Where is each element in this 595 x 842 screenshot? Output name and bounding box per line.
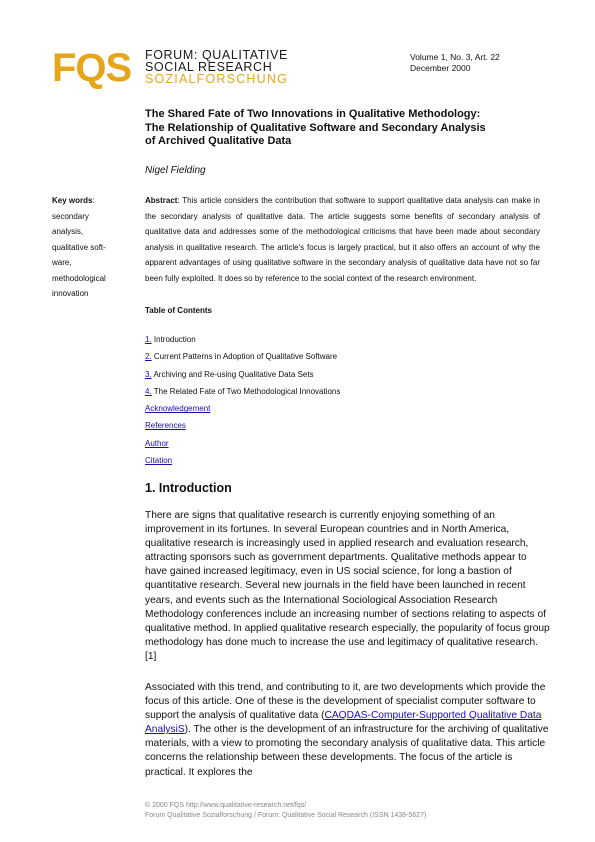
toc-item-introduction xyxy=(145,334,525,351)
abstract-label: Abstract xyxy=(145,196,178,205)
toc-link-references[interactable]: References xyxy=(145,421,186,431)
toc-link-citation[interactable]: Citation xyxy=(145,456,173,466)
page-footer xyxy=(145,801,426,821)
keyword-line: ware, xyxy=(52,258,72,267)
toc-item-related-fate xyxy=(145,386,525,403)
abstract-text: : This article considers the contribution that software to support qualitative data analysis can make in the secondary analysis of qualitative data. The article suggests some benefits of secondary analysis of qualitative data and addresses some of the methodological criticisms that have been made about secondary analysis in qualitative research. The article's focus is largely practical, but it also offers an account of why the apparent advantages of using qualitative software in the secondary analysis of qualitative data have not so far been fully exploited. It does so by reference to the social context of the research environment. xyxy=(145,196,540,283)
keywords-colon: : xyxy=(92,196,95,205)
abstract xyxy=(145,193,540,286)
issue-info xyxy=(410,52,500,74)
footer-copyright: © 2000 FQS http://www.qualitative-research.net/fqs/ xyxy=(145,802,307,809)
section-heading: 1. Introduction xyxy=(145,481,232,495)
volume-label: Volume 1, No. 3, Art. 22 xyxy=(410,52,500,62)
footer-journal: Forum Qualitative Sozialforschung / Forum: Qualitative Social Research (ISSN 1438-5627) xyxy=(145,812,427,819)
title-line: of Archived Qualitative Data xyxy=(145,135,292,147)
toc-label: Archiving and Re-using Qualitative Data Sets xyxy=(151,369,314,379)
paragraph-1: There are signs that qualitative research is currently enjoying something of an improvement in its fortunes. In several European countries and in North America, qualitative research is increasingly used in applied research and evaluation research, attracting sponsors such as government departments. Qualitative methods appear to have gained increased legitimacy, even in US social science, for long a bastion of quantitative research. Several new journals in the field have been launched in recent years, and events such as the International Sociological Association Research Methodology conferences include an increasing number of sections relating to aspects of qualitative method. In applied qualitative research especially, the popularity of focus group methodology has done much to increase the use and legitimacy of qualitative research. [1] xyxy=(145,510,550,662)
toc-link-1[interactable]: 1. xyxy=(145,335,152,344)
toc-label: The Related Fate of Two Methodological Innovations xyxy=(151,386,341,396)
toc-item-current-patterns xyxy=(145,351,525,368)
paragraph-text: Associated with this trend, and contributing to it, are two developments which provide the focus of this article. One of these is the development of specialist computer software to support the analysis of qualitative data ( xyxy=(145,682,546,722)
fqs-logo: FQS xyxy=(52,46,132,90)
toc-label: Current Patterns in Adoption of Qualitative Software xyxy=(151,352,338,362)
title-line: The Shared Fate of Two Innovations in Qualitative Methodology: xyxy=(145,108,481,120)
toc-link-2[interactable]: 2. xyxy=(145,352,152,362)
paragraph-2 xyxy=(145,681,550,780)
toc-link-4[interactable]: 4. xyxy=(145,386,152,396)
issue-date: December 2000 xyxy=(410,63,471,73)
keyword-line: analysis, xyxy=(52,227,84,236)
paragraph-text: ). The other is the development of an infrastructure for the archiving of qualitative materials, with a view to promoting the secondary analysis of qualitative data. This article concerns the relationship between these developments. The focus of the article is practical. It explores the xyxy=(145,724,549,778)
journal-name-line2: SOCIAL RESEARCH xyxy=(145,60,273,74)
toc-link-acknowledgement[interactable]: Acknowledgement xyxy=(145,404,211,414)
toc-link-3[interactable]: 3. xyxy=(145,369,152,379)
keyword-line: qualitative soft- xyxy=(52,242,106,252)
article-author: Nigel Fielding xyxy=(145,165,206,176)
title-line: The Relationship of Qualitative Software and Secondary Analysis xyxy=(145,121,486,134)
keyword-line: secondary xyxy=(52,211,89,221)
caqdas-link[interactable]: CAQDAS-Computer-Supported Qualitative Data AnalysiS xyxy=(145,710,542,736)
keyword-line: innovation xyxy=(52,289,89,298)
article-title xyxy=(145,108,545,149)
toc-item-archiving xyxy=(145,369,525,386)
toc-label: Introduction xyxy=(151,335,196,344)
toc-link-author[interactable]: Author xyxy=(145,438,169,448)
toc-title: Table of Contents xyxy=(145,306,212,315)
journal-name xyxy=(145,49,288,85)
keywords-label: Key words xyxy=(52,196,93,205)
table-of-contents xyxy=(145,334,525,472)
journal-name-line3: SOZIALFORSCHUNG xyxy=(145,72,289,86)
keywords-column xyxy=(52,193,127,302)
keyword-line: methodological xyxy=(52,273,106,283)
journal-name-line1: FORUM: QUALITATIVE xyxy=(145,48,288,62)
